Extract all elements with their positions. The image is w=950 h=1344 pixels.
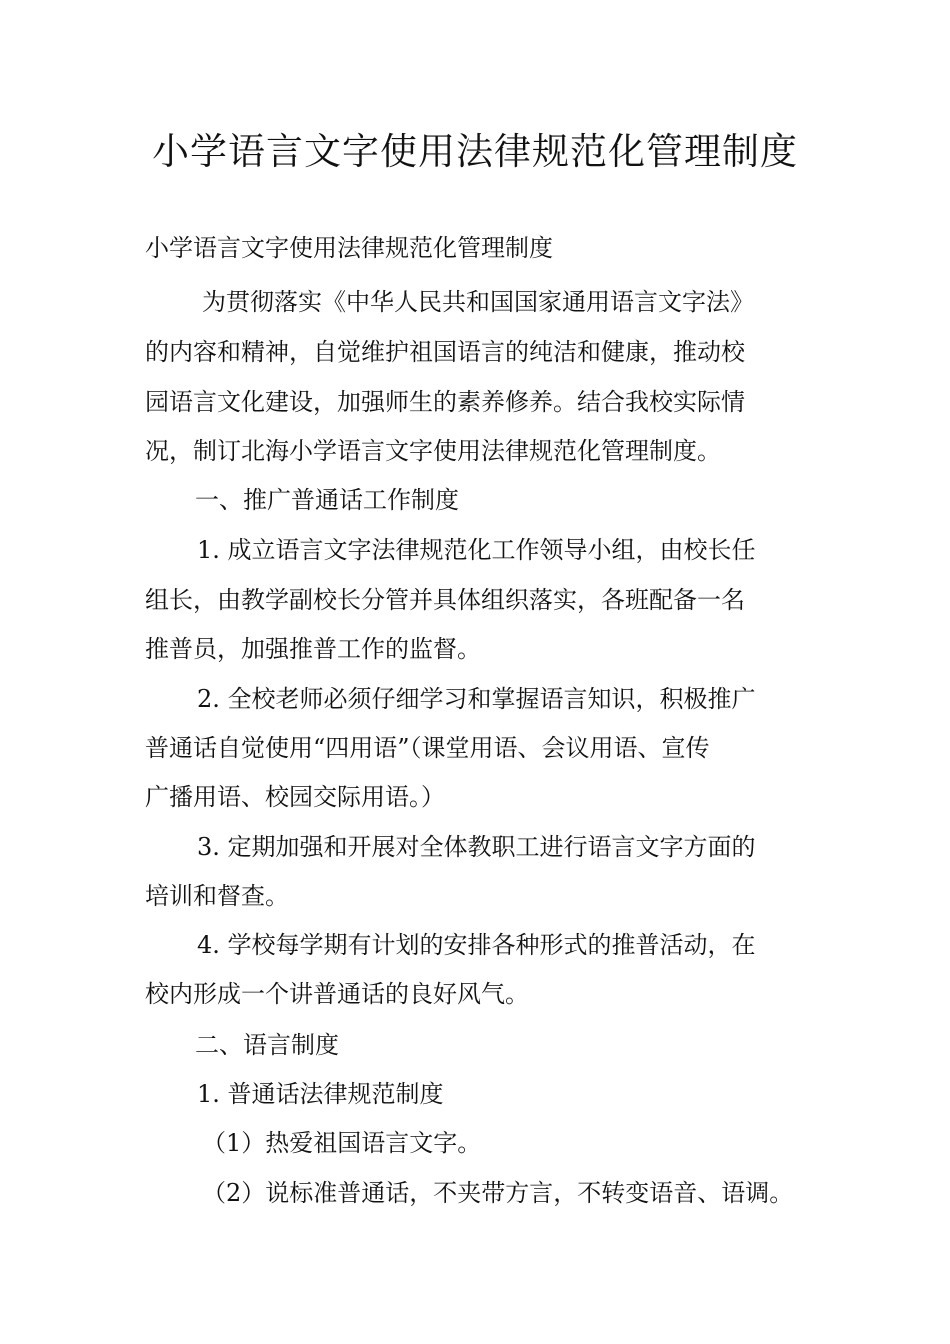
body-line-item3-1: 3. 定期加强和开展对全体教职工进行语言文字方面的 [197, 833, 756, 861]
document-title: 小学语言文字使用法律规范化管理制度 [152, 130, 798, 173]
body-line-item4-1: 4. 学校每学期有计划的安排各种形式的推普活动，在 [197, 931, 756, 959]
body-line-item1-2: 组长，由教学副校长分管并具体组织落实，各班配备一名 [145, 586, 745, 614]
body-line-item2-2: 普通话自觉使用“四用语”（课堂用语、会议用语、宣传 [145, 734, 710, 762]
section-heading-2: 二、语言制度 [195, 1031, 339, 1059]
body-line-item1-3: 推普员，加强推普工作的监督。 [145, 635, 481, 663]
body-line-intro-3: 园语言文化建设，加强师生的素养修养。结合我校实际情 [145, 388, 745, 416]
body-line-item3-2: 培训和督查。 [145, 882, 289, 910]
body-line-item1-1: 1. 成立语言文字法律规范化工作领导小组，由校长任 [197, 536, 756, 564]
body-line-rule-1: （1）热爱祖国语言文字。 [202, 1129, 482, 1157]
body-line-subtitle: 小学语言文字使用法律规范化管理制度 [145, 234, 553, 262]
body-line-intro-2: 的内容和精神，自觉维护祖国语言的纯洁和健康，推动校 [145, 338, 745, 366]
body-line-intro-4: 况，制订北海小学语言文字使用法律规范化管理制度。 [145, 437, 721, 465]
body-line-item4-2: 校内形成一个讲普通话的良好风气。 [145, 980, 529, 1008]
body-line-item2-1: 2. 全校老师必须仔细学习和掌握语言知识，积极推广 [197, 685, 756, 713]
subsection-heading-1: 1. 普通话法律规范制度 [197, 1080, 444, 1108]
body-line-item2-3: 广播用语、校园交际用语。） [145, 783, 445, 811]
body-line-intro-1: 为贯彻落实《中华人民共和国国家通用语言文字法》 [202, 288, 754, 316]
section-heading-1: 一、推广普通话工作制度 [195, 486, 459, 514]
body-line-rule-2: （2）说标准普通话，不夹带方言，不转变语音、语调。 [202, 1179, 794, 1207]
